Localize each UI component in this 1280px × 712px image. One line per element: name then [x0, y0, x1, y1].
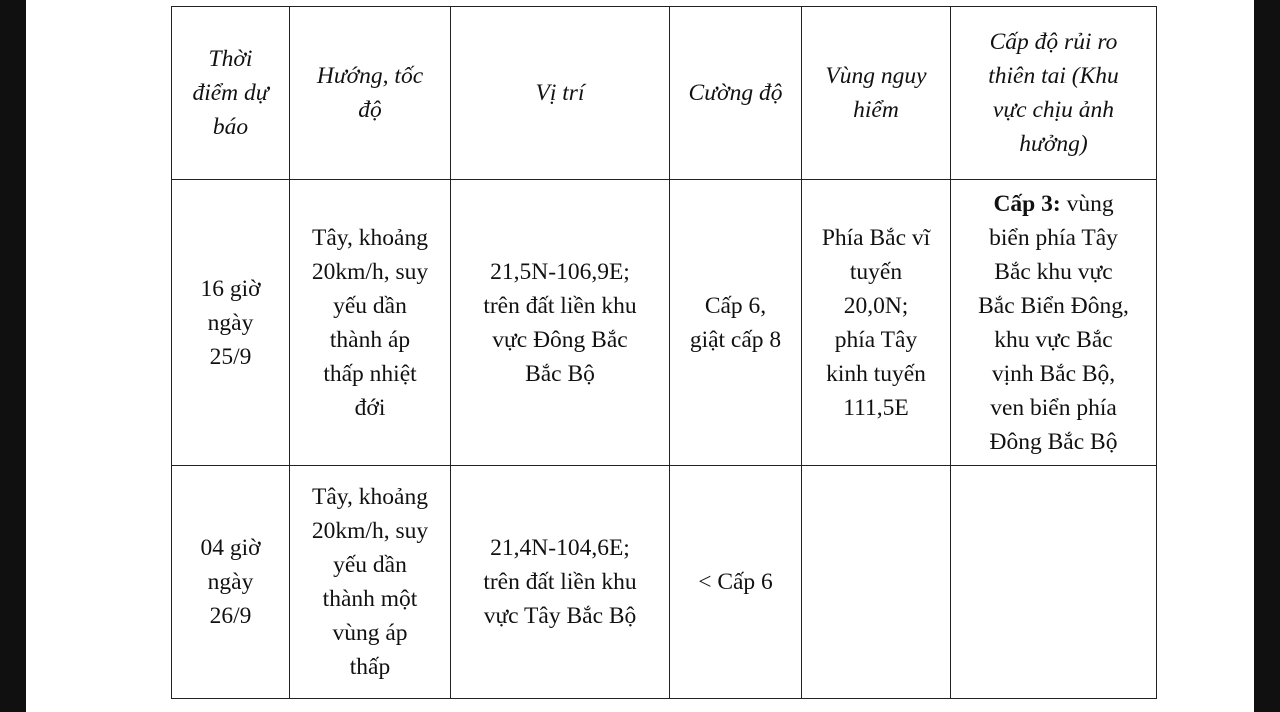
table-header-row — [172, 7, 1157, 180]
header-danger-zone: Vùng nguy hiểm — [802, 7, 951, 180]
risk-level-text: vùng biển phía Tây Bắc khu vực Bắc Biển Đông, khu vực Bắc vịnh Bắc Bộ, ven biển phía Đông Bắc Bộ — [978, 190, 1129, 455]
header-direction-speed: Hướng, tốc độ — [290, 7, 451, 180]
header-intensity: Cường độ — [670, 7, 802, 180]
cell-time: 16 giờ ngày 25/9 — [172, 180, 290, 466]
cell-risk-level — [951, 180, 1157, 466]
page-top-edge — [26, 0, 1254, 4]
header-position: Vị trí — [451, 7, 670, 180]
cell-intensity: Cấp 6, giật cấp 8 — [670, 180, 802, 466]
cell-direction-speed: Tây, khoảng 20km/h, suy yếu dần thành một vùng áp thấp — [290, 466, 451, 699]
risk-level-label: Cấp 3: — [993, 190, 1061, 217]
cell-intensity: < Cấp 6 — [670, 466, 802, 699]
cell-risk-level — [951, 466, 1157, 699]
table-row — [172, 180, 1157, 466]
table-row — [172, 466, 1157, 699]
cell-position: 21,5N-106,9E; trên đất liền khu vực Đông Bắc Bắc Bộ — [451, 180, 670, 466]
header-time: Thời điểm dự báo — [172, 7, 290, 180]
forecast-table — [171, 6, 1157, 699]
cell-danger-zone — [802, 466, 951, 699]
cell-danger-zone: Phía Bắc vĩ tuyến 20,0N; phía Tây kinh tuyến 111,5E — [802, 180, 951, 466]
cell-time: 04 giờ ngày 26/9 — [172, 466, 290, 699]
document-page — [26, 0, 1254, 712]
cell-position: 21,4N-104,6E; trên đất liền khu vực Tây Bắc Bộ — [451, 466, 670, 699]
cell-direction-speed: Tây, khoảng 20km/h, suy yếu dần thành áp thấp nhiệt đới — [290, 180, 451, 466]
header-risk-level: Cấp độ rủi ro thiên tai (Khu vực chịu ảnh hưởng) — [951, 7, 1157, 180]
